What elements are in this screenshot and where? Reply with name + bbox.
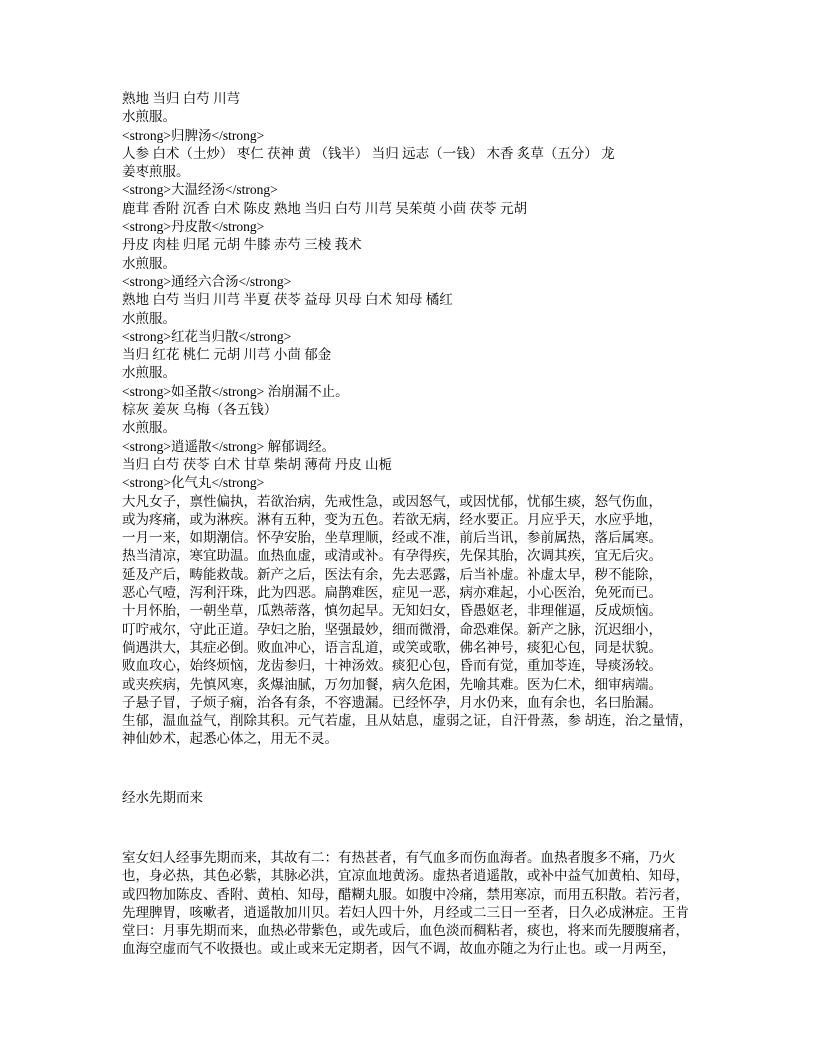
text-line: 败血攻心，始终烦恼，龙齿参归，十神汤效。痰犯心包，昏而有觉，重加苓连，导痰汤较。 [122,658,662,674]
text-line: 水煎服。 [122,420,176,436]
text-line: 熟地 白芍 当归 川芎 半夏 茯苓 益母 贝母 白术 知母 橘红 [122,292,453,308]
text-line: 水煎服。 [122,310,176,326]
text-line: 子悬子冒，子烦子痫，治各有条，不容遗漏。已经怀孕，月水仍来，血有余也，名曰胎漏。 [122,694,662,710]
text-line: 延及产后，畴能救哉。新产之后，医法有余，先去恶露，后当补虚。补虚太早，秽不能除， [122,566,662,582]
text-line: 或夹疾病，先慎风寒，炙爆油腻，万勿加餐，病久危困，先喻其难。医为仁术，细审病端。 [122,676,662,692]
text-line: 当归 红花 桃仁 元胡 川芎 小茴 郁金 [122,347,332,363]
text-line: 熟地 当归 白芍 川芎 [122,91,241,106]
text-line: <strong>丹皮散</strong> [122,219,265,235]
text-line: <strong>通经六合汤</strong> [122,273,292,289]
text-line: 水煎服。 [122,109,176,125]
text-line: 鹿茸 香附 沉香 白术 陈皮 熟地 当归 白芍 川芎 吴茱萸 小茴 茯苓 元胡 [122,200,527,216]
section-heading: 经水先期而来 [122,789,203,805]
formula-section [122,90,698,493]
text-line: 大凡女子，禀性偏执，若欲治病，先戒性急，或因怒气，或因忧郁，忧郁生痰，怒气伤血， [122,493,662,509]
text-line: 一月一来，如期潮信。怀孕安胎，坐草理顺，经或不准，前后当讯，参前属热，落后属寒。 [122,530,662,546]
text-line: 生郁，温血益气，削除其积。元气若虚，且从姑息，虚弱之证，自汗骨蒸，参 胡连，治之量情， [122,713,693,729]
essay-paragraph [122,493,698,749]
text-line: 血海空虚而气不收摄也。或止或来无定期者，因气不调，故血亦随之为行止也。或一月两至， [122,941,676,957]
text-line: 或为疼痛，或为淋疾。淋有五种，变为五色。若欲无病，经水要正。月应乎天，水应乎地， [122,511,662,527]
text-line: 或四物加陈皮、香附、黄柏、知母，醋糊丸服。如腹中冷痛，禁用寒凉，而用五积散。若污者， [122,886,689,902]
text-line: 神仙妙术，起悉心体之，用无不灵。 [122,731,338,747]
text-line: <strong>大温经汤</strong> [122,182,278,198]
text-line: 丹皮 肉桂 归尾 元胡 牛膝 赤芍 三棱 莪术 [122,237,362,253]
text-line: 人参 白术（土炒） 枣仁 茯神 黄 （钱半） 当归 远志（一钱） 木香 炙草（五分） 龙 [122,145,615,161]
text-line: <strong>化气丸</strong> [122,475,265,491]
text-line: 恶心气噎，泻利汗珠，此为四恶。扁鹊难医，症见一恶，病亦难起，小心医治，免死而已。 [122,585,662,601]
text-line: <strong>红花当归散</strong> [122,328,292,344]
text-line: 棕灰 姜灰 乌梅（各五钱） [122,402,278,418]
text-line: 室女妇人经事先期而来，其故有二：有热甚者，有气血多而伤血海者。血热者腹多不痛，乃火 [122,849,676,865]
text-line: 热当清凉，寒宜助温。血热血虚，或清或补。有孕得疾，先保其胎，次调其疾，宜无后灾。 [122,548,662,564]
early-period-paragraph [122,849,698,959]
text-line: 先理脾胃，咳嗽者，逍遥散加川贝。若妇人四十外，月经或二三日一至者，日久必成淋症。王肯 [122,904,689,920]
text-line: 堂曰：月事先期而来，血热必带紫色，或先或后，血色淡而稠粘者，痰也，将来而先腰腹痛者， [122,923,689,939]
text-line: 也，身必热，其色必紫，其脉必洪，宜凉血地黄汤。虚热者逍遥散，或补中益气加黄柏、知母， [122,868,689,884]
text-line: 叮咛戒尔，守此正道。孕妇之胎，坚强最妙，细而微滑，命恐难保。新产之脉，沉迟细小， [122,621,662,637]
text-line: 倘遇洪大，其症必倒。败血冲心，语言乱道，或笑或歌，佛名神号，痰犯心包，同是状貌。 [122,639,662,655]
text-line: 当归 白芍 茯苓 白术 甘草 柴胡 薄荷 丹皮 山栀 [122,456,392,472]
text-line: 姜枣煎服。 [122,164,190,180]
text-line: 十月怀胎，一朝坐草，瓜熟蒂落，慎勿起早。无知妇女，昏愚妪老，非理催逼，反成烦恼。 [122,603,662,619]
text-line: <strong>如圣散</strong> 治崩漏不止。 [122,383,349,399]
text-line: <strong>逍遥散</strong> 解郁调经。 [122,438,336,454]
text-line: <strong>归脾汤</strong> [122,127,265,143]
text-line: 水煎服。 [122,365,176,381]
text-line: 水煎服。 [122,255,176,271]
